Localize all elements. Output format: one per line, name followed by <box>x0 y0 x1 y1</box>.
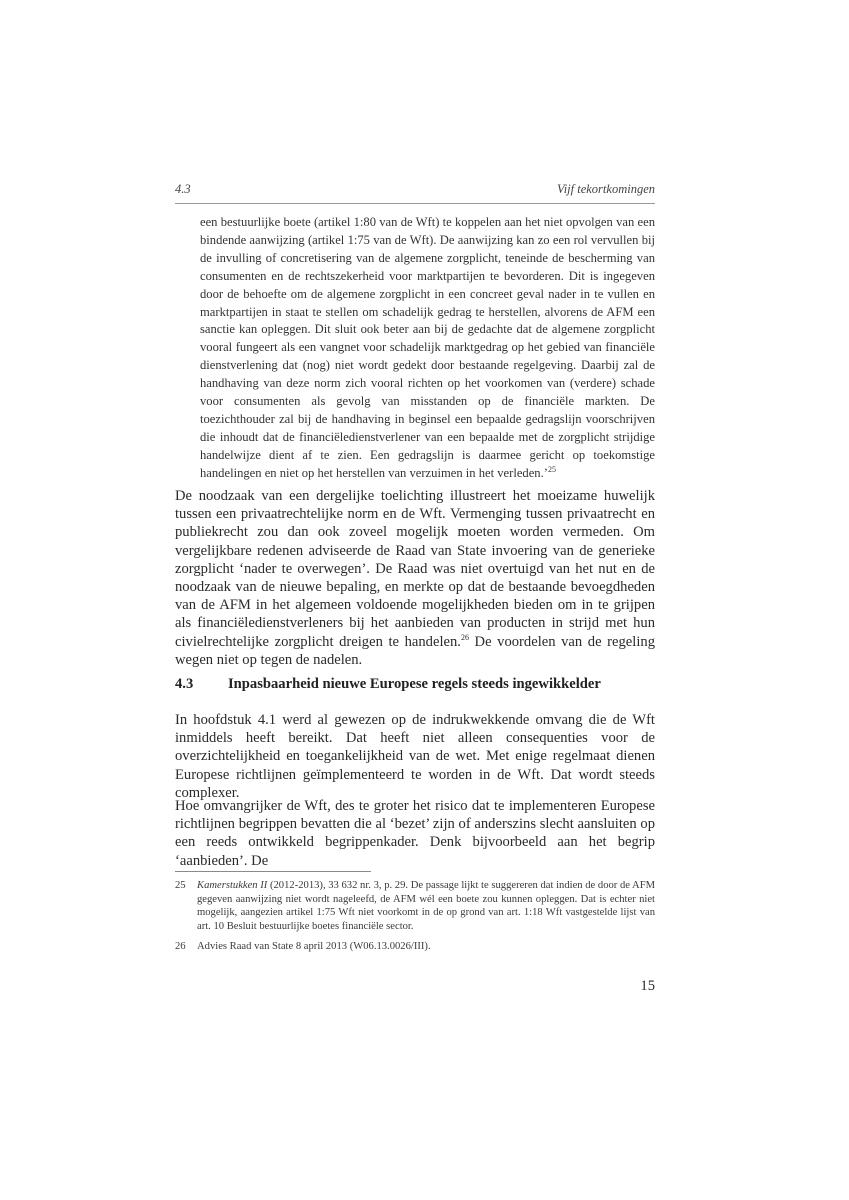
body-paragraph <box>175 711 655 802</box>
footnote-text <box>197 940 655 954</box>
body-paragraph <box>175 487 655 669</box>
footnote-number: 26 <box>175 941 186 952</box>
running-header <box>175 182 655 200</box>
paragraph-text: In hoofdstuk 4.1 werd al gewezen op de indrukwekkende omvang die de Wft inmiddels heeft bereikt. Dat heeft niet alleen consequenties voor de overzichtelijkheid en toegankelijkheid van de wet. Met enige regelmaat dienen Europese richtlijnen geïmplementeerd te worden in de Wft. Dat wordt steeds complexer. <box>175 712 655 801</box>
footnote-text <box>197 879 655 933</box>
footnote-body: Advies Raad van State 8 april 2013 (W06.13.0026/III). <box>197 941 431 952</box>
footnote-body: (2012-2013), 33 632 nr. 3, p. 29. De passage lijkt te suggereren dat indien de door de AFM gegeven aanwijzing niet wordt nageleefd, de AFM wél een boete zou kunnen opleggen. Dat is echter niet mogelijk, aangezien artikel 1:75 Wft niet voorkomt in de op grond van art. 1:18 Wft vastgestelde lijst van art. 10 Besluit bestuurlijke boetes financiële sector. <box>197 880 656 932</box>
body-paragraph <box>175 797 655 870</box>
header-chapter-title: Vijf tekortkomingen <box>556 182 655 196</box>
block-quote <box>200 214 655 483</box>
paragraph-text: De noodzaak van een dergelijke toelichting illustreert het moeizame huwelijk tussen een privaatrechtelijke norm en de Wft. Vermenging tussen privaatrecht en publiekrecht zou dan ook zoveel mogelijk moeten worden vermeden. Om vergelijkbare redenen adviseerde de Raad van State invoering van de generieke zorgplicht ‘nader te overwegen’. De Raad was niet overtuigd van het nut en de noodzaak van de nieuwe bepaling, en merkte op dat de bestaande bevoegdheden van de AFM in het algemeen voldoende mogelijkheden bieden om in te grijpen als financiëledienstverleners bij het aanbieden van producten in strijd met hun civielrechtelijke zorgplicht dreigen te handelen. <box>175 488 655 650</box>
footnote-rule <box>175 871 371 872</box>
footnote-source: Kamerstukken II <box>197 880 268 891</box>
section-title: Inpasbaarheid nieuwe Europese regels steeds ingewikkelder <box>228 676 601 692</box>
paragraph-text: Hoe omvangrijker de Wft, des te groter het risico dat te implementeren Europese richtlijnen begrippen bevatten die al ‘bezet’ zijn of anderszins slecht aansluiten op een reeds ontwikkeld begrippenkader. Denk bijvoorbeeld aan het begrip ‘aanbieden’. De <box>175 798 655 869</box>
footnote-number: 25 <box>175 880 186 891</box>
footnote-ref-26[interactable]: 26 <box>460 632 469 642</box>
section-number: 4.3 <box>175 676 194 692</box>
footnote-ref-25[interactable]: 25 <box>547 464 556 474</box>
header-rule <box>175 203 655 204</box>
paragraph-text-continued: De voordelen van de regeling wegen niet op tegen de nadelen. <box>175 633 655 668</box>
block-quote-text: een bestuurlijke boete (artikel 1:80 van de Wft) te koppelen aan het niet opvolgen van een bindende aanwijzing (artikel 1:75 van de Wft). De aanwijzing kan zo een rol vervullen bij de invulling of concretisering van de algemene zorgplicht, teneinde de bescherming van consumenten en de rechtszekerheid voor marktpartijen te bevorderen. Dit is ingegeven door de behoefte om de algemene zorgplicht in een concreet geval nader in te vullen en marktpartijen in staat te stellen om schadelijk gedrag te herstellen, alvorens de AFM een sanctie kan opleggen. Dit sluit ook beter aan bij de gedachte dat de algemene zorgplicht vooral fungeert als een vangnet voor schadelijk marktgedrag op het gebied van financiële dienstverlening dat (nog) niet wordt gedekt door bestaande regelgeving. Daarbij zal de handhaving van deze norm zich vooral richten op het voorkomen van (verdere) schade voor consumenten als gevolg van misstanden op de financiële markten. De toezichthouder zal bij de handhaving in beginsel een bepaalde gedragslijn voorschrijven die inhoudt dat de financiëledienstverlener van een bepaalde met de zorgplicht strijdige handelwijze dient af te zien. Een gedragslijn is daarmee gericht op toekomstige handelingen en niet op het herstellen van verzuimen in het verleden.’ <box>200 215 655 480</box>
header-section-number: 4.3 <box>175 182 191 196</box>
page-number: 15 <box>640 978 655 994</box>
